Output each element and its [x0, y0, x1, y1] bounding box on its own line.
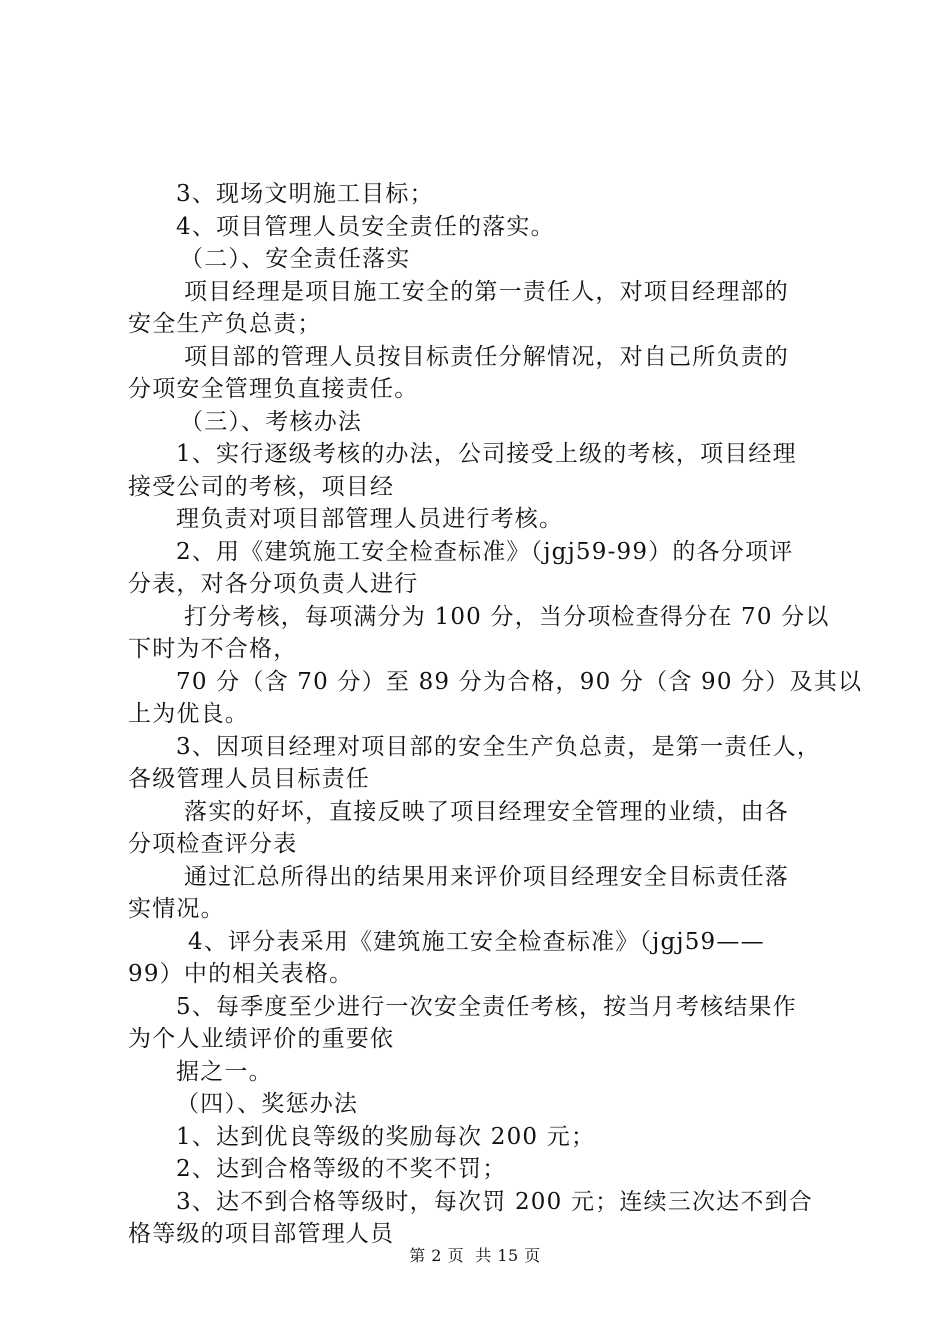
text-line: 打分考核，每项满分为 100 分，当分项检查得分在 70 分以: [184, 603, 830, 630]
text-line: 1、达到优良等级的奖励每次 200 元；: [176, 1123, 596, 1150]
text-line: 为个人业绩评价的重要依: [128, 1026, 395, 1052]
text-line: 据之一。: [176, 1058, 273, 1085]
section-heading: （二）、安全责任落实: [180, 246, 411, 272]
text-line: 格等级的项目部管理人员: [128, 1221, 395, 1247]
text-line: 5、每季度至少进行一次安全责任考核，按当月考核结果作: [176, 993, 797, 1020]
text-line: 下时为不合格，: [128, 636, 298, 662]
text-line: 落实的好坏，直接反映了项目经理安全管理的业绩，由各: [184, 798, 789, 825]
text-line: 分项安全管理负直接责任。: [128, 376, 419, 402]
text-line: 3、现场文明施工目标；: [176, 181, 434, 207]
text-line: 上为优良。: [128, 701, 249, 727]
text-line: 理负责对项目部管理人员进行考核。: [176, 506, 564, 532]
document-body: [128, 178, 863, 1251]
text-line: 接受公司的考核，项目经: [128, 473, 395, 500]
text-line: 通过汇总所得出的结果用来评价项目经理安全目标责任落: [184, 863, 789, 890]
text-line: 70 分（含 70 分）至 89 分为合格，90 分（含 90 分）及其以: [176, 668, 863, 695]
text-line: 项目经理是项目施工安全的第一责任人，对项目经理部的: [184, 278, 789, 305]
text-line: 99）中的相关表格。: [128, 961, 354, 987]
text-line: 分表，对各分项负责人进行: [128, 571, 419, 597]
text-line: 实情况。: [128, 896, 225, 922]
text-line: 2、达到合格等级的不奖不罚；: [176, 1156, 507, 1182]
section-heading: （四）、奖惩办法: [176, 1091, 359, 1117]
text-line: 项目部的管理人员按目标责任分解情况，对自己所负责的: [184, 343, 789, 370]
text-line: 4、项目管理人员安全责任的落实。: [176, 213, 555, 240]
text-line: 3、因项目经理对项目部的安全生产负总责，是第一责任人，: [176, 733, 822, 760]
section-heading: （三）、考核办法: [180, 408, 363, 435]
page-number-footer: 第 2 页 共 15 页: [409, 1246, 541, 1265]
text-line: 安全生产负总责；: [128, 311, 322, 337]
text-line: 4、评分表采用《建筑施工安全检查标准》（jgj59——: [188, 928, 765, 955]
text-line: 3、达不到合格等级时，每次罚 200 元；连续三次达不到合: [176, 1188, 813, 1215]
text-line: 分项检查评分表: [128, 831, 298, 857]
text-line: 各级管理人员目标责任: [128, 766, 370, 792]
text-line: 2、用《建筑施工安全检查标准》（jgj59-99）的各分项评: [176, 538, 794, 565]
text-line: 1、实行逐级考核的办法，公司接受上级的考核，项目经理: [176, 441, 797, 467]
